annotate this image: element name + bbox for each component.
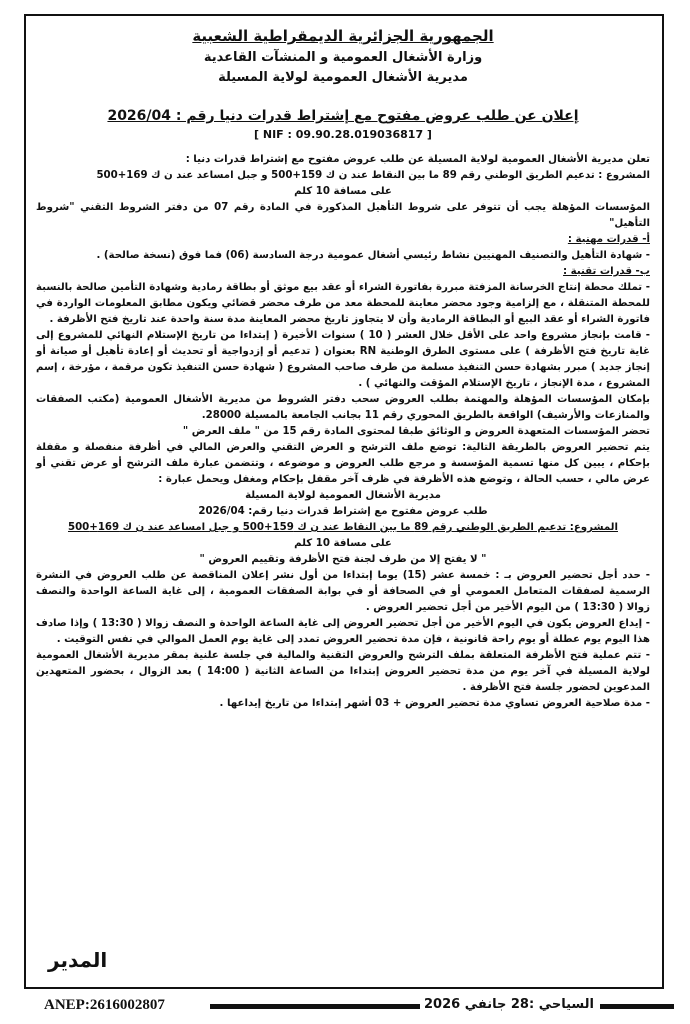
envelope-call: طلب عروض مفتوح مع إشتراط قدرات دنيا رقم: 2026/04 [198,506,488,517]
eligibility-text: المؤسسات المؤهلة يجب أن تتوفر على شروط التأهيل المذكورة في المادة رقم 07 من دفتر الشروط التقني "شروط التأهيل" [36,202,651,229]
technical-text-2: - قامت بإنجاز مشروع واحد على الأقل خلال العشر ( 10 ) سنوات الأخيرة ( إبتداءا من تاريخ الإستلام النهائي للمشروع إلى غاية تاريخ فتح الأظرفة ) على مستوى الطرق الوطنية RN بعنوان ( تدعيم أو إزدواجية أو تحديث أو إعادة تأهيل أو صيانة أو إنجاز جديد ) مبرر بشهادة حسن التنفيذ مسلمة من طرف صاحب المشروع ( شهادة حسن التنفيذ تكون مرقمة ، مؤرخة ، إسم المشروع ، مدة الإنجاز ، تاريخ الإستلام المؤقت والنهائي ) . [36,330,651,389]
preparation-time-text: - حدد أجل تحضير العروض بـ : خمسة عشر (15) يوما إبتداءا من أول نشر إعلان المناقصة عن طلب العروض في النشرة الرسمية لصفقات المتعامل العمومي أو في الصحافة أو في بوابة الصفقات العمومية ، إلى غاية الساعة الواحدة والنصف زوالا ( 13:30 ) من اليوم الأخير من أجل تحضير العروض . [36,570,650,613]
publication-date: السياحي :28 جانفي 2026 [424,997,594,1012]
professional-heading: أ- قدرات مهنية : [567,234,650,245]
footer-bar [0,994,690,1018]
distance-line: على مسافة 10 كلم [294,186,392,197]
envelope-warning: " لا يفتح إلا من طرف لجنة فتح الأظرفة وتقييم العروض " [199,554,487,565]
directorate-header: مديرية الأشغال العمومية لولاية المسيلة [218,70,468,85]
withdraw-text: بإمكان المؤسسات المؤهلة والمهتمة بطلب العروض سحب دفتر الشروط من مديرية الأشغال العمومية (مكتب الصفقات والمنازعات والأرشيف) الواقعة بالطريق المحوري رقم 11 بجانب الجامعة بالمسيلة 28000. [36,394,650,421]
notice-title: إعلان عن طلب عروض مفتوح مع إشتراط قدرات دنيا رقم : 2026/04 [107,108,579,124]
footer-divider-right [600,1004,674,1009]
offers-text: تحضر المؤسسات المتعهدة العروض و الوثائق طبقا لمحتوى المادة رقم 15 من " ملف العرض " [182,426,650,437]
validity-text: - مدة صلاحية العروض تساوي مدة تحضير العروض + 03 أشهر إبتداءا من تاريخ إيداعها . [219,698,650,709]
envelope-directorate: مديرية الأشغال العمومية لولاية المسيلة [245,490,441,501]
nif-number: [ NIF : 09.90.28.019036817 ] [254,128,432,141]
sealed-envelope-text: يتم تحضير العروض بالطريقة التالية: توضع ملف الترشح و العرض التقني والعرض المالي في أظرفة منفصلة و مقفلة بإحكام ، يبين كل منها تسمية المؤسسة و مرجع طلب العروض و موضوعه ، وتتضمن عبارة ملف الترشح أو عرض تقني أو عرض مالي ، حسب الحالة ، وتوضع هذه الأظرفة في ظرف آخر مقفل بإحكام ومغفل ويحمل عبارة : [36,442,650,485]
notice-content [36,24,650,712]
technical-text-1: - تملك محطة إنتاج الخرسانة المزفتة مبررة بفاتورة الشراء أو عقد بيع موثق أو بطاقة رمادية وشهادة التأمين صالحة بالنسبة للمحطة المتنقلة ، مع إلزامية وجود محضر معاينة للمحطة معد من طرف محضر قضائي ويكون مطابق المعلومات الواردة في فاتورة الشراء أو عقد البيع أو البطاقة الرمادية وأن لا يتجاوز تاريخ محضر المعاينة مدة سنة واحدة عند تاريخ فتح الأظرفة . [36,282,650,325]
opening-text: - تتم عملية فتح الأظرفة المتعلقة بملف الترشح والعروض التقنية والمالية في جلسة علنية بمقر مديرية الأشغال العمومية لولاية المسيلة في آخر يوم من مدة تحضير العروض إبتداءا من الساعة الثانية ( 14:00 ) بعد الزوال ، بحضور المتعهدين المدعوين لحضور جلسة فتح الأظرفة . [36,650,650,693]
deposit-text: - إيداع العروض يكون في اليوم الأخير من أجل تحضير العروض إلى غاية الساعة الواحدة و النصف زوالا ( 13:30 ) وإذا صادف هذا اليوم يوم عطلة أو يوم راحة قانونية ، فإن مدة تحضير العروض تمدد إلى غاية يوم العمل الموالي في نفس التوقيت . [36,618,651,645]
anep-reference: ANEP:2616002807 [44,997,165,1013]
envelope-distance: على مسافة 10 كلم [294,538,392,549]
project-line: المشروع : تدعيم الطريق الوطني رقم 89 ما بين النقاط عند ن ك 159+500 و جبل امساعد عند ن ك 169+500 [96,170,650,181]
republic-header: الجمهورية الجزائرية الديمقراطية الشعبية [192,27,494,45]
ministry-header: وزارة الأشغال العمومية و المنشآت القاعدية [203,50,483,65]
technical-heading: ب- قدرات تقنية : [563,266,650,277]
envelope-project: المشروع: تدعيم الطريق الوطني رقم 89 ما بين النقاط عند ن ك 159+500 و جبل امساعد عند ن ك 169+500 [68,522,618,533]
intro-text: تعلن مديرية الأشغال العمومية لولاية المسيلة عن طلب عروض مفتوح مع إشتراط قدرات دنيا : [185,154,650,165]
footer-divider-left [210,1004,420,1009]
director-signature: المدير [48,948,108,972]
professional-text: - شهادة التأهيل والتصنيف المهنيين نشاط رئيسي أشغال عمومية درجة السادسة (06) فما فوق (نسخة صالحة) . [96,250,650,261]
